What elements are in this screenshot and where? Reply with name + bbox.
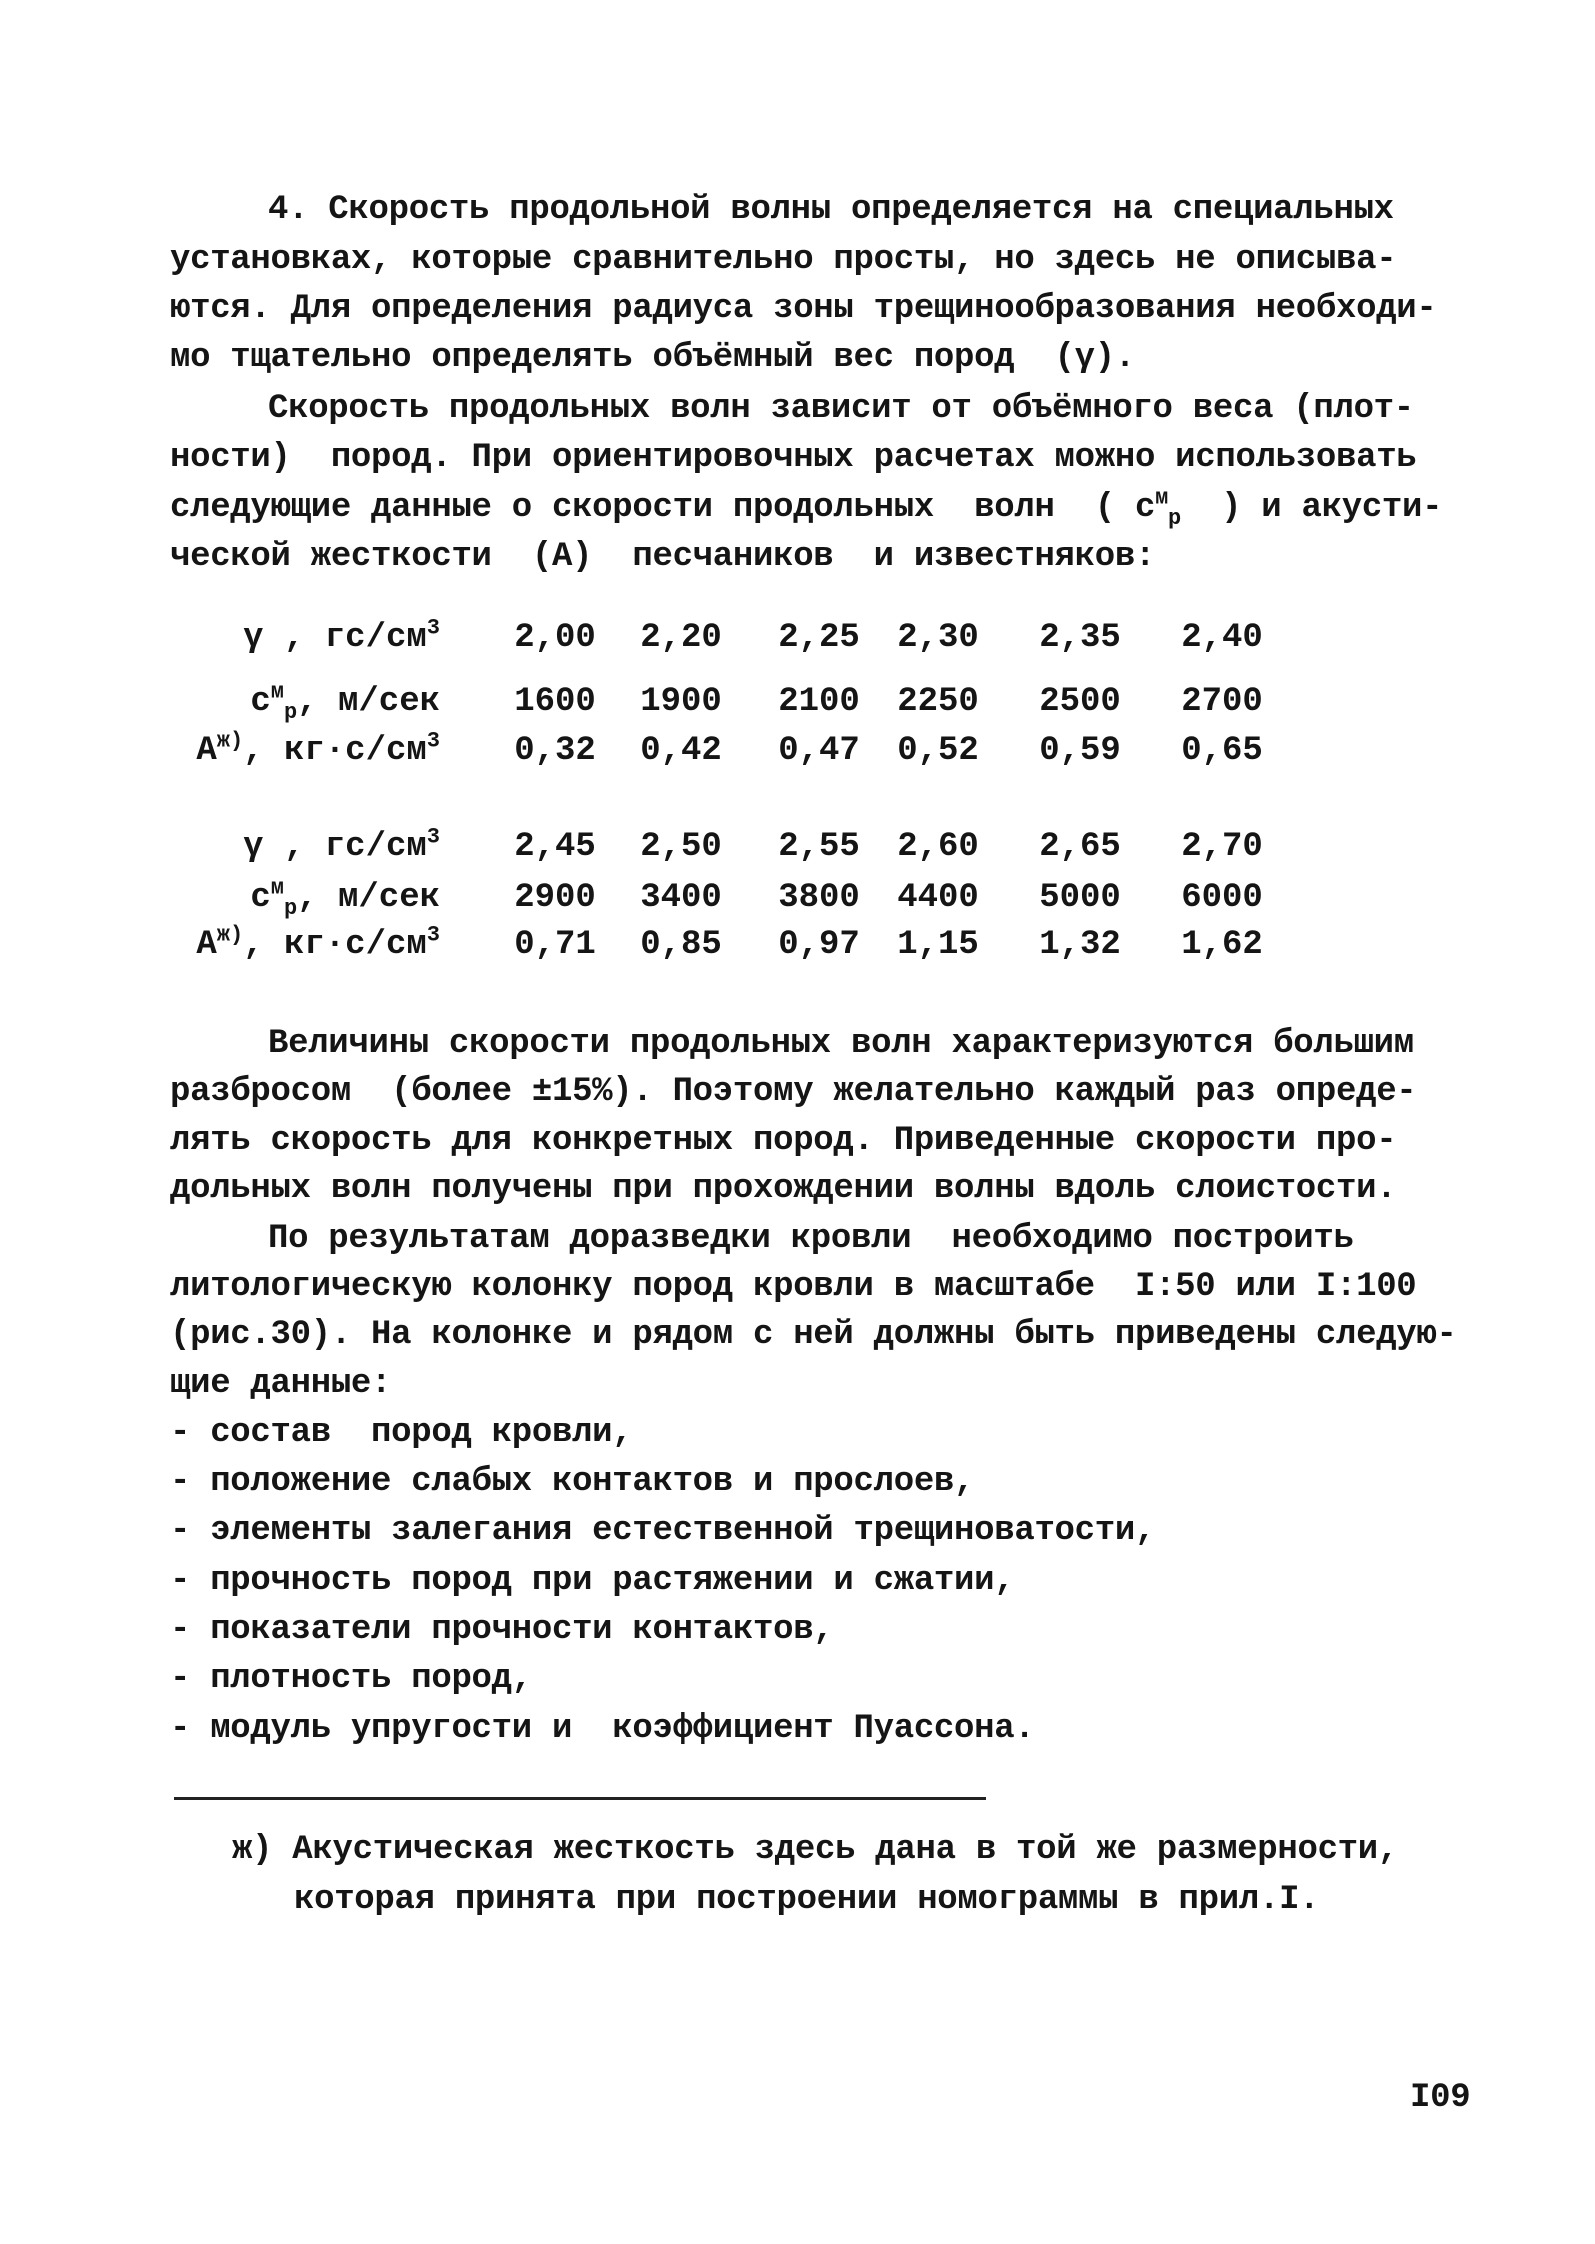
table-cell: 0,42	[640, 732, 722, 770]
list-item: - прочность пород при растяжении и сжатии,	[170, 1562, 1015, 1600]
velocity-label: $c^м_р$, м/сек	[250, 875, 440, 921]
text-line: дольных волн получены при прохождении волны вдоль слоистости.	[170, 1170, 1397, 1208]
velocity-label: $c^м_р$, м/сек	[250, 679, 440, 725]
table-cell: 1,62	[1181, 926, 1263, 964]
text-segment: ) и акусти-	[1180, 489, 1443, 527]
list-item: - показатели прочности контактов,	[170, 1611, 834, 1649]
list-item: - элементы залегания естественной трещиноватости,	[170, 1512, 1156, 1550]
text-line: Величины скорости продольных волн характеризуются большим	[268, 1025, 1414, 1063]
text-line: щие данные:	[170, 1365, 392, 1403]
text-line	[170, 485, 1443, 531]
footnote-line: которая принята при построении номограммы в прил.I.	[294, 1881, 1320, 1919]
table-cell: 2,45	[514, 828, 596, 866]
table-cell: 2,40	[1181, 619, 1263, 657]
table-cell: 3800	[778, 879, 860, 917]
table-cell: 2,35	[1039, 619, 1121, 657]
footnote-line: ж) Акустическая жесткость здесь дана в той же размерности,	[232, 1831, 1398, 1869]
text-segment: следующие данные о скорости продольных волн ( c	[170, 489, 1156, 527]
table-cell: 1900	[640, 683, 722, 721]
text-line: (рис.30). На колонке и рядом с ней должны быть приведены следую-	[170, 1316, 1457, 1354]
table-cell: 5000	[1039, 879, 1121, 917]
text-line: 4. Скорость продольной волны определяется на специальных	[268, 191, 1394, 229]
superscript: м	[1155, 485, 1168, 511]
table-cell: 2,00	[514, 619, 596, 657]
table-cell: 2,70	[1181, 828, 1263, 866]
row-label	[140, 824, 440, 867]
row-label	[140, 922, 440, 965]
table-cell: 2,25	[778, 619, 860, 657]
table-cell: 0,65	[1181, 732, 1263, 770]
table-cell: 2,20	[640, 619, 722, 657]
text-line: ются. Для определения радиуса зоны трещинообразования необходи-	[170, 290, 1437, 328]
table-cell: 0,47	[778, 732, 860, 770]
row-label	[140, 875, 440, 921]
row-label	[140, 615, 440, 658]
table-cell: 0,32	[514, 732, 596, 770]
density-label: γ , $гс/см^3$	[243, 615, 440, 657]
subscript: р	[1167, 505, 1181, 531]
list-item: - модуль упругости и коэффициент Пуассона.	[170, 1710, 1035, 1748]
list-item: - положение слабых контактов и прослоев,	[170, 1463, 975, 1501]
page-number: I09	[1410, 2079, 1471, 2117]
table-cell: 2,65	[1039, 828, 1121, 866]
table-cell: 0,52	[897, 732, 979, 770]
table-cell: 2,55	[778, 828, 860, 866]
list-item: - состав пород кровли,	[170, 1414, 633, 1452]
table-cell: 2500	[1039, 683, 1121, 721]
row-label	[140, 679, 440, 725]
table-cell: 0,97	[778, 926, 860, 964]
table-cell: 0,59	[1039, 732, 1121, 770]
table-cell: 2,60	[897, 828, 979, 866]
text-line: По результатам доразведки кровли необходимо построить	[268, 1220, 1354, 1258]
table-cell: 2100	[778, 683, 860, 721]
table-cell: 2,30	[897, 619, 979, 657]
table-cell: 2250	[897, 683, 979, 721]
table-cell: 2900	[514, 879, 596, 917]
table-cell: 3400	[640, 879, 722, 917]
text-line: разбросом (более ±15%). Поэтому желательно каждый раз опреде-	[170, 1073, 1417, 1111]
table-cell: 2,50	[640, 828, 722, 866]
text-line: мо тщательно определять объёмный вес пород (γ).	[170, 339, 1135, 377]
table-cell: 2700	[1181, 683, 1263, 721]
text-line: установках, которые сравнительно просты, но здесь не описыва-	[170, 241, 1397, 279]
footnote-divider	[174, 1797, 986, 1800]
text-line: ческой жесткости (А) песчаников и известняков:	[170, 538, 1156, 576]
table-cell: 0,85	[640, 926, 722, 964]
text-line: литологическую колонку пород кровли в масштабе I:50 или I:100	[170, 1268, 1417, 1306]
table-cell: 1,15	[897, 926, 979, 964]
table-cell: 6000	[1181, 879, 1263, 917]
table-cell: 1600	[514, 683, 596, 721]
text-line: лять скорость для конкретных пород. Приведенные скорости про-	[170, 1122, 1397, 1160]
table-cell: 0,71	[514, 926, 596, 964]
row-label	[140, 728, 440, 771]
table-cell: 1,32	[1039, 926, 1121, 964]
text-line: ности) пород. При ориентировочных расчетах можно использовать	[170, 439, 1417, 477]
table-cell: 4400	[897, 879, 979, 917]
density-label: γ , $гс/см^3$	[243, 824, 440, 866]
text-line: Скорость продольных волн зависит от объёмного веса (плот-	[268, 390, 1414, 428]
impedance-label: $А^{ж)}$, $кг\cdot с/см^3$	[196, 728, 440, 770]
impedance-label: $А^{ж)}$, $кг\cdot с/см^3$	[196, 922, 440, 964]
list-item: - плотность пород,	[170, 1660, 532, 1698]
